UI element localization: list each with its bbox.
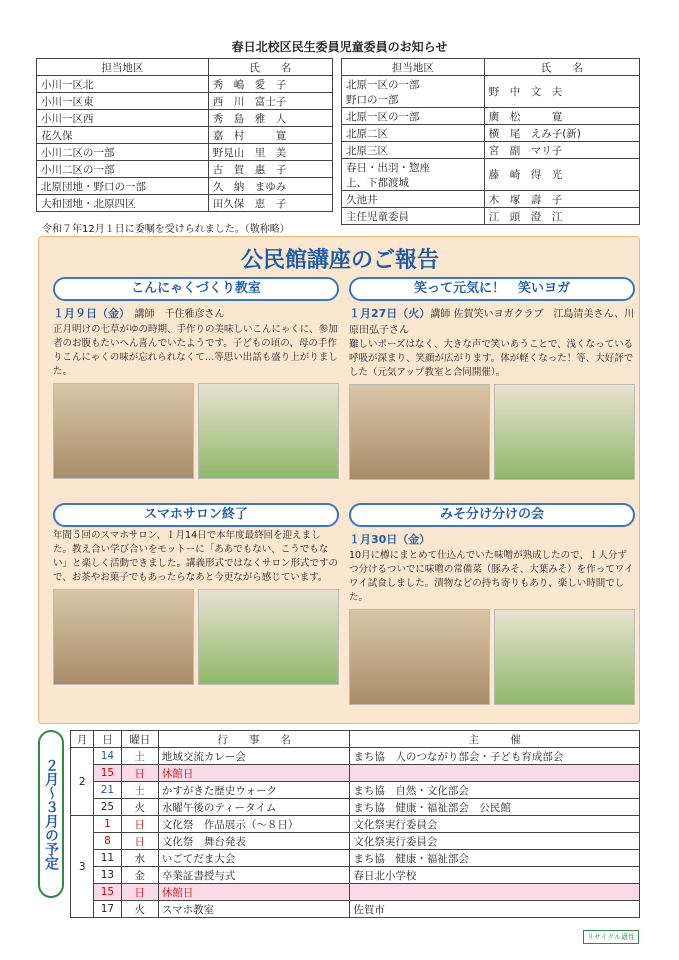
panel-text: 難しいポーズはなく、大きな声で笑いあうことで、浅くなっている呼吸が深まり、笑顔が広がります。体が軽くなった！等、大好評でした（元気アップ教室と合同開催）。	[349, 339, 634, 378]
weekday-cell: 火	[121, 799, 158, 816]
day-cell: 14	[94, 748, 121, 765]
area-cell: 小川一区北	[37, 76, 209, 93]
header-name: 氏 名	[484, 59, 639, 76]
date-text: １月30日（金）	[349, 533, 431, 546]
area-cell: 北原二区	[342, 125, 485, 142]
event-cell: 地域交流カレー会	[158, 748, 350, 765]
activity-photo	[198, 589, 339, 685]
weekday-cell: 水	[121, 850, 158, 867]
kouza-title: 公民館講座のご報告	[240, 248, 439, 273]
panel-text: 正月明けの七草がゆの時期、手作りの美味しいこんにゃくに、参加者のお腹もたいへん喜んでいたようです。子どもの頃の、母の手作りこんにゃくの味が忘れられなくて…等思い出話も盛り上がりました。	[53, 324, 338, 377]
area-cell: 小川二区の一部	[37, 161, 209, 178]
day-cell: 13	[94, 867, 121, 884]
table-row	[342, 125, 640, 142]
weekday-cell: 日	[121, 833, 158, 850]
schedule-header: 曜日	[121, 731, 158, 748]
schedule-row	[71, 748, 640, 765]
schedule-table	[70, 730, 640, 918]
panel-text: 年間５回のスマホサロン、１月14日で本年度最終回を迎えました。教え合い学び合いをモットーに「ああでもない、こうでもない」と楽しく活動できました。講義形式ではなくサロン形式ですので、お茶やお菓子でもあったらなあと今更ながら感じています。	[53, 530, 339, 583]
name-cell: 秀 島 雅 人	[208, 110, 332, 127]
table-row	[37, 144, 333, 161]
area-cell: 小川一区西	[37, 110, 209, 127]
area-cell: 春日・出羽・惣座 上、下都渡城	[342, 159, 485, 191]
name-cell: 横 尾 えみ子(新)	[484, 125, 639, 142]
page-title: 春日北校区民生委員児童委員のお知らせ	[231, 40, 448, 54]
day-cell: 17	[94, 901, 121, 918]
day-cell: 1	[94, 816, 121, 833]
table-row	[342, 208, 640, 225]
schedule-row	[71, 901, 640, 918]
name-cell: 田久保 恵 子	[208, 195, 332, 212]
organizer-cell: まち協 健康・福祉部会 公民館	[350, 799, 640, 816]
teacher-text: 講師 佐賀笑いヨガクラブ 江島清美さん、川原田弘子さん	[349, 309, 635, 336]
photo-row	[349, 609, 635, 705]
photo-row	[53, 383, 339, 479]
weekday-cell: 土	[121, 782, 158, 799]
panel-date	[349, 531, 635, 547]
area-cell: 北原一区の一部	[342, 108, 485, 125]
schedule-row	[71, 816, 640, 833]
schedule-row	[71, 850, 640, 867]
day-cell: 8	[94, 833, 121, 850]
day-cell: 15	[94, 884, 121, 901]
area-cell: 久池井	[342, 191, 485, 208]
area-cell: 北原団地・野口の一部	[37, 178, 209, 195]
schedule-row	[71, 782, 640, 799]
table-row	[37, 161, 333, 178]
schedule-header: 主 催	[350, 731, 640, 748]
schedule-row	[71, 867, 640, 884]
event-cell: 文化祭 作品展示（〜８日）	[158, 816, 350, 833]
event-cell: 休館日	[158, 765, 350, 782]
table-row	[342, 142, 640, 159]
name-cell: 野見山 里 美	[208, 144, 332, 161]
weekday-cell: 日	[121, 765, 158, 782]
table-row	[342, 159, 640, 191]
recycle-mark: リサイクル適性	[583, 930, 639, 944]
name-cell: 秀 嶋 愛 子	[208, 76, 332, 93]
event-cell: いごてだま大会	[158, 850, 350, 867]
panel-title: 笑って元気に！ 笑いヨガ	[349, 277, 635, 301]
event-cell: かすがきた歴史ウォーク	[158, 782, 350, 799]
name-cell: 久 納 まゆみ	[208, 178, 332, 195]
photo-row	[53, 589, 339, 685]
activity-photo	[494, 384, 635, 480]
report-panel	[53, 277, 339, 479]
teacher-text: 講師 千住雅彦さん	[124, 309, 225, 320]
area-cell: 小川一区東	[37, 93, 209, 110]
table-row	[342, 108, 640, 125]
date-text: １月27日（火）	[349, 307, 431, 320]
table-row	[37, 110, 333, 127]
event-cell: 卒業証書授与式	[158, 867, 350, 884]
name-cell: 藤 崎 得 光	[484, 159, 639, 191]
schedule-row	[71, 765, 640, 782]
panel-title: こんにゃくづくり教室	[53, 277, 339, 301]
organizer-cell: 佐賀市	[350, 901, 640, 918]
table-row	[342, 76, 640, 108]
activity-photo	[53, 589, 194, 685]
activity-photo	[349, 609, 490, 705]
area-cell: 小川二区の一部	[37, 144, 209, 161]
activity-photo	[198, 383, 339, 479]
event-cell: スマホ教室	[158, 901, 350, 918]
table-row	[342, 191, 640, 208]
table-row	[37, 76, 333, 93]
kouza-report-section	[38, 236, 640, 724]
table-header-row	[342, 59, 640, 76]
photo-row	[349, 384, 635, 480]
event-cell: 休館日	[158, 884, 350, 901]
area-cell: 北原三区	[342, 142, 485, 159]
panel-title: スマホサロン終了	[53, 503, 339, 527]
activity-photo	[349, 384, 490, 480]
organizer-cell	[350, 884, 640, 901]
activity-photo	[494, 609, 635, 705]
name-cell: 西 川 富士子	[208, 93, 332, 110]
header-name: 氏 名	[208, 59, 332, 76]
name-cell: 江 頭 澄 江	[484, 208, 639, 225]
weekday-cell: 火	[121, 901, 158, 918]
name-cell: 嘉 村 寛	[208, 127, 332, 144]
event-cell: 水曜午後のティータイム	[158, 799, 350, 816]
activity-photo	[53, 383, 194, 479]
name-cell: 古 賀 惠 子	[208, 161, 332, 178]
table-row	[37, 127, 333, 144]
schedule-row	[71, 884, 640, 901]
panel-title: みそ分け分けの会	[349, 503, 635, 527]
table-row	[37, 93, 333, 110]
panel-date	[53, 305, 339, 321]
schedule-row	[71, 833, 640, 850]
name-cell: 宮 副 マリ子	[484, 142, 639, 159]
committee-table-right	[341, 58, 640, 225]
table-header-row	[37, 59, 333, 76]
organizer-cell: 春日北小学校	[350, 867, 640, 884]
report-panel	[349, 503, 635, 705]
organizer-cell: 文化祭実行委員会	[350, 816, 640, 833]
weekday-cell: 土	[121, 748, 158, 765]
organizer-cell	[350, 765, 640, 782]
event-cell: 文化祭 舞台発表	[158, 833, 350, 850]
panel-text: 10月に樽にまとめて仕込んでいた味噌が熟成したので、１人分ずつ分けるついでに味噌の常備菜（豚みそ、大葉みそ）を作ってワイワイ試食しました。漬物などの持ち寄りもあり、楽しい時間でした。	[349, 550, 634, 603]
header-area: 担当地区	[37, 59, 209, 76]
schedule-label: ２月〜３月の予定	[38, 730, 64, 898]
day-cell: 15	[94, 765, 121, 782]
schedule-header: 行 事 名	[158, 731, 350, 748]
day-cell: 11	[94, 850, 121, 867]
schedule-row	[71, 799, 640, 816]
organizer-cell: まち協 健康・福祉部会	[350, 850, 640, 867]
day-cell: 21	[94, 782, 121, 799]
area-cell: 花久保	[37, 127, 209, 144]
month-cell: 2	[71, 748, 94, 816]
month-cell: 3	[71, 816, 94, 918]
report-panel	[53, 503, 339, 685]
schedule-header: 月	[71, 731, 94, 748]
table-row	[37, 195, 333, 212]
weekday-cell: 金	[121, 867, 158, 884]
weekday-cell: 日	[121, 816, 158, 833]
organizer-cell: まち協 自然・文化部会	[350, 782, 640, 799]
day-cell: 25	[94, 799, 121, 816]
table-row	[37, 178, 333, 195]
name-cell: 野 中 文 夫	[484, 76, 639, 108]
report-panel	[349, 277, 635, 480]
organizer-cell: まち協 人のつながり部会・子ども育成部会	[350, 748, 640, 765]
appointment-note: 令和７年12月１日に委嘱を受けられました。（敬称略）	[42, 224, 290, 235]
committee-table-left	[36, 58, 333, 212]
area-cell: 北原一区の一部 野口の一部	[342, 76, 485, 108]
area-cell: 主任児童委員	[342, 208, 485, 225]
organizer-cell: 文化祭実行委員会	[350, 833, 640, 850]
area-cell: 大和団地・北原四区	[37, 195, 209, 212]
name-cell: 木 塚 壽 子	[484, 191, 639, 208]
date-text: １月９日（金）	[53, 307, 125, 320]
name-cell: 廣 松 寛	[484, 108, 639, 125]
schedule-header: 日	[94, 731, 121, 748]
panel-date	[349, 305, 635, 336]
header-area: 担当地区	[342, 59, 485, 76]
weekday-cell: 日	[121, 884, 158, 901]
